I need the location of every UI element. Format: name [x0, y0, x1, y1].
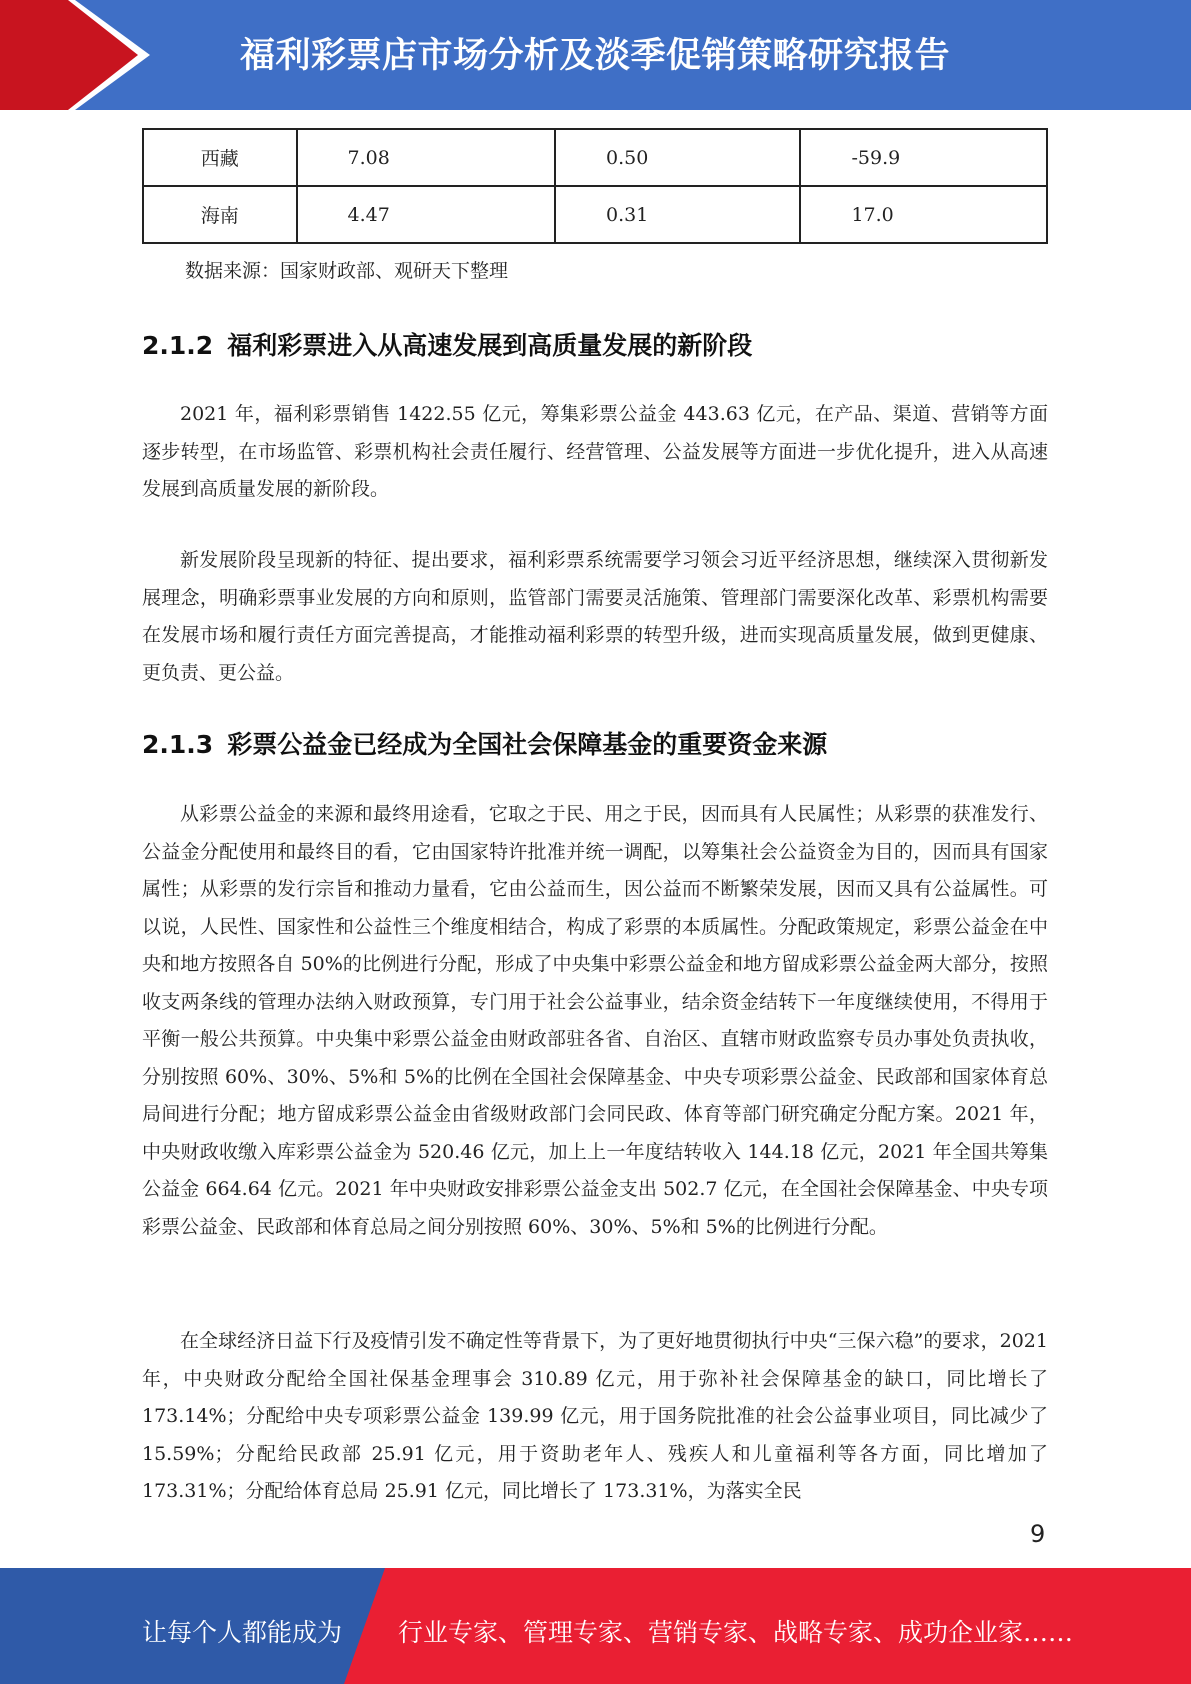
section-title: 彩票公益金已经成为全国社会保障基金的重要资金来源	[227, 730, 828, 759]
page-header	[0, 0, 1191, 110]
section-heading	[142, 326, 752, 362]
table-cell: 0.31	[555, 186, 800, 243]
footer-slogan-left: 让每个人都能成为	[142, 1618, 343, 1647]
report-title: 福利彩票店市场分析及淡季促销策略研究报告	[240, 36, 951, 76]
table-cell: 0.50	[555, 129, 800, 186]
paragraph: 2021 年，福利彩票销售 1422.55 亿元，筹集彩票公益金 443.63 亿元，在产品、渠道、营销等方面逐步转型，在市场监管、彩票机构社会责任履行、经营管理、公益发展等方面进一步优化提升，进入从高速发展到高质量发展的新阶段。	[142, 403, 1048, 500]
paragraph: 从彩票公益金的来源和最终用途看，它取之于民、用之于民，因而具有人民属性；从彩票的获准发行、公益金分配使用和最终目的看，它由国家特许批准并统一调配，以筹集社会公益资金为目的，因而具有国家属性；从彩票的发行宗旨和推动力量看，它由公益而生，因公益而不断繁荣发展，因而又具有公益属性。可以说，人民性、国家性和公益性三个维度相结合，构成了彩票的本质属性。分配政策规定，彩票公益金在中央和地方按照各自 50%的比例进行分配，形成了中央集中彩票公益金和地方留成彩票公益金两大部分，按照收支两条线的管理办法纳入财政预算，专门用于社会公益事业，结余资金结转下一年度继续使用，不得用于平衡一般公共预算。中央集中彩票公益金由财政部驻各省、自治区、直辖市财政监察专员办事处负责执收，分别按照 60%、30%、5%和 5%的比例在全国社会保障基金、中央专项彩票公益金、民政部和国家体育总局间进行分配；地方留成彩票公益金由省级财政部门会同民政、体育等部门研究确定分配方案。2021 年，中央财政收缴入库彩票公益金为 520.46 亿元，加上上一年度结转收入 144.18 亿元，2021 年全国共筹集公益金 664.64 亿元。2021 年中央财政安排彩票公益金支出 502.7 亿元，在全国社会保障基金、中央专项彩票公益金、民政部和体育总局之间分别按照 60%、30%、5%和 5%的比例进行分配。	[142, 803, 1048, 1238]
page-number: 9	[1030, 1520, 1046, 1548]
table-row	[143, 186, 1047, 243]
data-source-note: 数据来源：国家财政部、观研天下整理	[185, 260, 509, 282]
section-number: 2.1.3	[142, 730, 214, 759]
header-red-arrow-shape	[0, 0, 150, 110]
table-cell: 7.08	[297, 129, 555, 186]
footer-slogan-right: 行业专家、管理专家、营销专家、战略专家、成功企业家……	[398, 1618, 1074, 1647]
section-number: 2.1.2	[142, 331, 214, 360]
table-cell: 4.47	[297, 186, 555, 243]
table-row	[143, 129, 1047, 186]
paragraph: 在全球经济日益下行及疫情引发不确定性等背景下，为了更好地贯彻执行中央“三保六稳”的要求，2021 年，中央财政分配给全国社保基金理事会 310.89 亿元，用于弥补社会保障基金的缺口，同比增长了 173.14%；分配给中央专项彩票公益金 139.99 亿元，用于国务院批准的社会公益事业项目，同比减少了 15.59%；分配给民政部 25.91 亿元，用于资助老年人、残疾人和儿童福利等各方面，同比增加了 173.31%；分配给体育总局 25.91 亿元，同比增长了 173.31%，为落实全民	[142, 1330, 1048, 1502]
section-title: 福利彩票进入从高速发展到高质量发展的新阶段	[227, 331, 753, 360]
table-cell: -59.9	[800, 129, 1047, 186]
paragraph: 新发展阶段呈现新的特征、提出要求，福利彩票系统需要学习领会习近平经济思想，继续深入贯彻新发展理念，明确彩票事业发展的方向和原则，监管部门需要灵活施策、管理部门需要深化改革、彩票机构需要在发展市场和履行责任方面完善提高，才能推动福利彩票的转型升级，进而实现高质量发展，做到更健康、更负责、更公益。	[142, 549, 1048, 684]
page-footer	[0, 1568, 1191, 1684]
data-table	[142, 128, 1048, 244]
table-cell-region: 海南	[143, 186, 297, 243]
table-cell-region: 西藏	[143, 129, 297, 186]
section-heading	[142, 725, 827, 761]
table-cell: 17.0	[800, 186, 1047, 243]
